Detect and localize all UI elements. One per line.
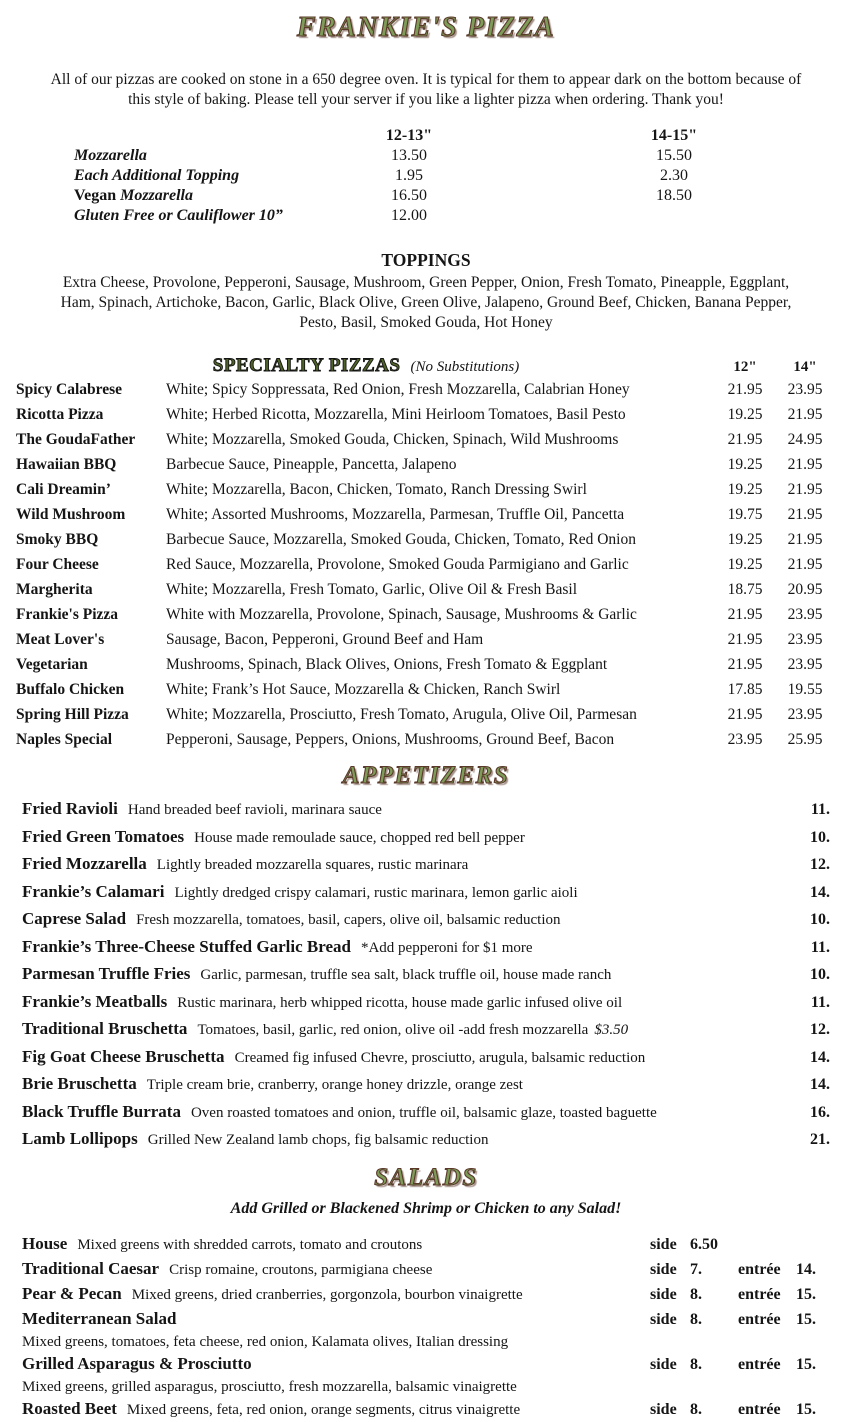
specialty-pizza-row: [16, 577, 836, 602]
salad-name: Traditional Caesar: [22, 1258, 160, 1278]
specialty-pizza-name: Meat Lover's: [16, 631, 105, 648]
salads-heading: SALADS: [374, 1163, 478, 1191]
appetizer-name: Fried Mozzarella: [22, 854, 147, 873]
salad-row: [22, 1397, 830, 1422]
base-pizza-row: [74, 206, 836, 226]
specialty-pizza-row: [16, 727, 836, 752]
base-pizza-label: [74, 186, 334, 206]
specialty-pizza-row: [16, 527, 836, 552]
appetizer-price: 10.: [810, 966, 830, 983]
appetizer-description: Tomatoes, basil, garlic, red onion, olive oil -add fresh mozzarella: [197, 1022, 589, 1038]
appetizer-name: Lamb Lollipops: [22, 1129, 138, 1148]
intro-text: All of our pizzas are cooked on stone in a 650 degree oven. It is typical for them to appear dark on the bottom because of this style of baking. Please tell your server if you like a lighter pizza when ordering. Thank you!: [50, 71, 802, 108]
appetizer-price: 10.: [810, 828, 830, 846]
salad-side-price: 6.50: [690, 1235, 718, 1253]
appetizer-note: $3.50: [594, 1022, 629, 1038]
salad-entree-label: entrée: [738, 1260, 781, 1278]
salad-entree-price: 14.: [796, 1260, 816, 1278]
base-pizza-gap: [484, 146, 599, 166]
base-pizza-gap: [484, 166, 599, 186]
base-pizza-row: [74, 186, 836, 206]
base-pizza-label: [74, 206, 334, 226]
salad-entree-label: entrée: [738, 1400, 781, 1418]
specialty-pizza-row: [16, 552, 836, 577]
base-pizza-header-row: [74, 126, 836, 146]
specialty-pizza-name: The GoudaFather: [16, 431, 136, 448]
appetizer-price: 10.: [810, 911, 830, 928]
salad-description: Mixed greens, grilled asparagus, prosciutto, fresh mozzarella, balsamic vinaigrette: [22, 1378, 517, 1395]
specialty-header-row: [16, 355, 836, 377]
salad-entree-price: 15.: [796, 1285, 816, 1303]
appetizer-row: [22, 989, 830, 1017]
specialty-pizza-name: Four Cheese: [16, 556, 99, 573]
base-pizza-price-large: 18.50: [656, 187, 692, 204]
salad-price-columns: [650, 1283, 830, 1307]
appetizer-name: Frankie’s Three-Cheese Stuffed Garlic Bread: [22, 936, 351, 956]
base-pizza-price-small: 1.95: [395, 167, 423, 184]
specialty-pizza-row: [16, 477, 836, 502]
appetizer-row: [22, 1126, 830, 1154]
specialty-pizza-row: [16, 677, 836, 702]
specialty-pizza-description: White; Assorted Mushrooms, Mozzarella, Parmesan, Truffle Oil, Pancetta: [166, 506, 625, 523]
salad-side-price: 8.: [690, 1400, 702, 1418]
salad-row: [22, 1282, 830, 1307]
salad-side-label: side: [650, 1235, 677, 1253]
salad-main-line: [22, 1352, 830, 1377]
salad-main-line: [22, 1282, 830, 1307]
salad-entree-price: 15.: [796, 1310, 816, 1328]
specialty-pizza-name: Ricotta Pizza: [16, 406, 104, 423]
salad-row: [22, 1307, 830, 1352]
appetizer-description: Lightly breaded mozzarella squares, rustic marinara: [156, 857, 469, 873]
salad-side-price: 7.: [690, 1260, 702, 1278]
salad-side-price: 8.: [690, 1285, 702, 1303]
salad-description: Mixed greens with shredded carrots, tomato and croutons: [77, 1236, 423, 1253]
appetizer-row: [22, 961, 830, 989]
specialty-pizza-price-14: 23.95: [787, 381, 823, 398]
base-pizza-label-text: Gluten Free or Cauliflower 10”: [74, 207, 283, 224]
appetizer-description: Rustic marinara, herb whipped ricotta, house made garlic infused olive oil: [177, 994, 623, 1011]
salad-entree-label: entrée: [738, 1355, 781, 1373]
base-pizza-price-large: 2.30: [660, 167, 688, 184]
specialty-pizza-description: Pepperoni, Sausage, Peppers, Onions, Mushrooms, Ground Beef, Bacon: [166, 731, 615, 748]
specialty-pizza-price-14: 21.95: [787, 556, 823, 573]
specialty-pizza-price-12: 23.95: [727, 731, 763, 748]
base-pizza-label-text: Mozzarella: [120, 187, 193, 204]
appetizers-list: [16, 796, 836, 1154]
base-pizza-row: [74, 166, 836, 186]
appetizer-row: [22, 906, 830, 934]
specialty-pizza-row: [16, 702, 836, 727]
specialty-pizza-price-14: 21.95: [787, 406, 823, 423]
appetizer-row: [22, 879, 830, 907]
base-pizza-label-prefix: Vegan: [74, 187, 121, 204]
specialty-pizza-price-14: 21.95: [787, 531, 823, 548]
appetizer-name: Fried Green Tomatoes: [22, 826, 185, 846]
salad-side-label: side: [650, 1355, 677, 1373]
specialty-pizza-row: [16, 402, 836, 427]
specialty-pizza-description: White; Herbed Ricotta, Mozzarella, Mini Heirloom Tomatoes, Basil Pesto: [166, 406, 626, 423]
salad-price-columns: [650, 1233, 830, 1257]
specialty-pizza-price-12: 17.85: [727, 681, 763, 698]
specialty-pizza-name: Frankie's Pizza: [16, 606, 119, 623]
salad-side-label: side: [650, 1260, 677, 1278]
base-pizza-gap: [484, 206, 599, 226]
specialty-pizza-price-14: 19.55: [787, 681, 823, 698]
base-pizza-size-col-2: 14-15": [650, 127, 698, 144]
appetizer-row: [22, 1044, 830, 1072]
specialty-pizza-price-14: 21.95: [787, 506, 823, 523]
appetizer-price: 12.: [810, 1021, 830, 1038]
base-pizza-label-text: Each Additional Topping: [74, 167, 240, 184]
appetizer-row: [22, 1099, 830, 1127]
appetizer-description: Oven roasted tomatoes and onion, truffle oil, balsamic glaze, toasted baguette: [190, 1104, 657, 1121]
salad-name: Pear & Pecan: [22, 1283, 122, 1303]
salad-description: Crisp romaine, croutons, parmigiana cheese: [169, 1261, 433, 1278]
appetizer-name: Caprese Salad: [22, 909, 127, 928]
base-pizza-price-table: [74, 126, 836, 226]
specialty-pizza-price-12: 19.25: [727, 531, 763, 548]
appetizer-price: 11.: [810, 938, 830, 956]
specialty-pizza-price-12: 21.95: [727, 706, 763, 723]
specialty-pizza-row: [16, 652, 836, 677]
specialty-pizza-row: [16, 502, 836, 527]
appetizer-row: [22, 851, 830, 879]
appetizer-description: Lightly dredged crispy calamari, rustic marinara, lemon garlic aioli: [174, 884, 578, 901]
appetizer-description: Hand breaded beef ravioli, marinara sauce: [127, 802, 382, 818]
specialty-pizza-name: Naples Special: [16, 731, 113, 748]
appetizer-name: Frankie’s Calamari: [22, 881, 165, 901]
salad-description: Mixed greens, feta, red onion, orange segments, citrus vinaigrette: [126, 1401, 521, 1418]
salad-side-label: side: [650, 1400, 677, 1418]
base-pizza-header-spacer: [74, 126, 334, 146]
salad-name: House: [22, 1233, 68, 1253]
appetizer-name: Fried Ravioli: [22, 799, 118, 818]
specialty-pizza-description: Sausage, Bacon, Pepperoni, Ground Beef and Ham: [166, 631, 484, 648]
base-pizza-price-small: 13.50: [391, 147, 427, 164]
salad-entree-label: entrée: [738, 1310, 781, 1328]
salad-name: Grilled Asparagus & Prosciutto: [22, 1353, 252, 1373]
salad-price-columns: [650, 1353, 830, 1377]
appetizer-description: House made remoulade sauce, chopped red bell pepper: [194, 829, 525, 846]
appetizer-price: 14.: [810, 1048, 830, 1066]
appetizer-name: Traditional Bruschetta: [22, 1019, 188, 1038]
specialty-pizza-row: [16, 602, 836, 627]
specialty-pizza-price-12: 21.95: [727, 606, 763, 623]
specialty-pizza-price-14: 23.95: [787, 706, 823, 723]
appetizer-price: 11.: [810, 801, 830, 818]
appetizer-name: Fig Goat Cheese Bruschetta: [22, 1046, 225, 1066]
salad-row: [22, 1352, 830, 1397]
specialty-pizza-price-14: 23.95: [787, 606, 823, 623]
salad-price-columns: [650, 1398, 830, 1422]
salad-main-line: [22, 1307, 830, 1332]
specialty-pizza-price-12: 21.95: [727, 631, 763, 648]
salad-description: Mixed greens, dried cranberries, gorgonzola, bourbon vinaigrette: [131, 1286, 523, 1303]
specialty-pizza-name: Spring Hill Pizza: [16, 706, 129, 723]
salad-main-line: [22, 1397, 830, 1422]
appetizer-price: 16.: [810, 1103, 830, 1121]
specialty-pizza-name: Buffalo Chicken: [16, 681, 125, 698]
base-pizza-row: [74, 146, 836, 166]
salad-side-price: 8.: [690, 1355, 702, 1373]
specialty-pizza-description: White with Mozzarella, Provolone, Spinach, Sausage, Mushrooms & Garlic: [166, 606, 637, 623]
specialty-pizza-description: White; Frank’s Hot Sauce, Mozzarella & Chicken, Ranch Swirl: [166, 681, 561, 698]
appetizer-row: [22, 824, 830, 852]
specialty-pizza-price-14: 21.95: [787, 481, 823, 498]
specialty-pizza-price-14: 23.95: [787, 631, 823, 648]
specialty-pizza-price-14: 25.95: [787, 731, 823, 748]
appetizer-price: 21.: [810, 1131, 830, 1148]
specialty-pizza-row: [16, 427, 836, 452]
specialty-pizza-list: [16, 377, 836, 752]
salad-row: [22, 1232, 830, 1257]
appetizer-row: [22, 934, 830, 962]
specialty-pizza-price-12: 19.25: [727, 481, 763, 498]
base-pizza-price-small: 16.50: [391, 187, 427, 204]
specialty-pizza-price-14: 23.95: [787, 656, 823, 673]
appetizer-price: 14.: [810, 883, 830, 901]
specialty-pizza-description: Mushrooms, Spinach, Black Olives, Onions, Fresh Tomato & Eggplant: [166, 656, 608, 673]
appetizer-price: 12.: [810, 856, 830, 873]
specialty-pizza-price-12: 19.25: [727, 406, 763, 423]
appetizer-description: Fresh mozzarella, tomatoes, basil, capers, olive oil, balsamic reduction: [136, 912, 561, 928]
base-pizza-gap: [484, 186, 599, 206]
specialty-pizza-description: White; Spicy Soppressata, Red Onion, Fresh Mozzarella, Calabrian Honey: [166, 381, 630, 398]
specialty-pizza-description: White; Mozzarella, Prosciutto, Fresh Tomato, Arugula, Olive Oil, Parmesan: [166, 706, 637, 723]
appetizer-description: Grilled New Zealand lamb chops, fig balsamic reduction: [147, 1132, 489, 1148]
specialty-heading: SPECIALTY PIZZAS: [212, 355, 401, 376]
salads-list: [16, 1232, 836, 1422]
salad-entree-label: entrée: [738, 1285, 781, 1303]
appetizer-name: Brie Bruschetta: [22, 1074, 137, 1093]
toppings-heading: TOPPINGS: [381, 250, 471, 270]
salad-entree-price: 15.: [796, 1400, 816, 1418]
specialty-pizza-description: White; Mozzarella, Smoked Gouda, Chicken, Spinach, Wild Mushrooms: [166, 431, 619, 448]
appetizer-description: Triple cream brie, cranberry, orange honey drizzle, orange zest: [146, 1077, 523, 1093]
appetizer-description: Creamed fig infused Chevre, prosciutto, arugula, balsamic reduction: [234, 1049, 646, 1066]
salad-name: Roasted Beet: [22, 1398, 117, 1418]
specialty-size-col-1: 12": [733, 359, 757, 375]
appetizer-name: Parmesan Truffle Fries: [22, 964, 191, 983]
specialty-pizza-row: [16, 452, 836, 477]
specialty-pizza-name: Margherita: [16, 581, 93, 598]
specialty-pizza-price-12: 18.75: [727, 581, 763, 598]
base-pizza-price-large: 15.50: [656, 147, 692, 164]
appetizer-description: *Add pepperoni for $1 more: [360, 939, 533, 956]
appetizer-price: 14.: [810, 1076, 830, 1093]
salad-main-line: [22, 1232, 830, 1257]
specialty-pizza-price-12: 19.25: [727, 456, 763, 473]
base-pizza-price-large: [599, 206, 749, 226]
base-pizza-gap: [484, 126, 599, 146]
page-title: FRANKIE'S PIZZA: [296, 12, 556, 43]
salad-price-columns: [650, 1308, 830, 1332]
salad-main-line: [22, 1257, 830, 1282]
specialty-pizza-name: Spicy Calabrese: [16, 381, 123, 398]
salad-side-label: side: [650, 1310, 677, 1328]
specialty-pizza-name: Wild Mushroom: [16, 506, 126, 523]
appetizer-row: [22, 796, 830, 824]
appetizer-row: [22, 1016, 830, 1044]
specialty-heading-wrap: [16, 355, 716, 377]
specialty-pizza-price-14: 21.95: [787, 456, 823, 473]
salads-subtitle: Add Grilled or Blackened Shrimp or Chicken to any Salad!: [230, 1199, 622, 1217]
base-pizza-label: [74, 146, 334, 166]
specialty-pizza-price-12: 19.25: [727, 556, 763, 573]
appetizer-row: [22, 1071, 830, 1099]
base-pizza-size-col-1: 12-13": [385, 127, 433, 144]
appetizers-heading: APPETIZERS: [342, 762, 510, 789]
base-pizza-price-small: 12.00: [391, 207, 427, 224]
specialty-pizza-price-12: 21.95: [727, 656, 763, 673]
toppings-list: Extra Cheese, Provolone, Pepperoni, Sausage, Mushroom, Green Pepper, Onion, Fresh Tomato, Pineapple, Eggplant, Ham, Spinach, Artichoke, Bacon, Garlic, Black Olive, Green Olive, Jalapeno, Ground Beef, Chicken, Banana Pepper, Pesto, Basil, Smoked Gouda, Hot Honey: [60, 274, 792, 331]
specialty-pizza-price-14: 20.95: [787, 581, 823, 598]
salad-name: Mediterranean Salad: [22, 1308, 177, 1328]
specialty-pizza-row: [16, 377, 836, 402]
specialty-pizza-description: Red Sauce, Mozzarella, Provolone, Smoked Gouda Parmigiano and Garlic: [166, 556, 629, 573]
specialty-pizza-name: Vegetarian: [16, 656, 88, 673]
specialty-pizza-price-14: 24.95: [787, 431, 823, 448]
specialty-pizza-price-12: 21.95: [727, 431, 763, 448]
specialty-pizza-price-12: 19.75: [727, 506, 763, 523]
specialty-pizza-description: Barbecue Sauce, Pineapple, Pancetta, Jalapeno: [166, 456, 457, 473]
salad-side-price: 8.: [690, 1310, 702, 1328]
specialty-pizza-row: [16, 627, 836, 652]
base-pizza-label-text: Mozzarella: [74, 147, 147, 164]
specialty-pizza-name: Smoky BBQ: [16, 531, 99, 548]
salad-entree-price: 15.: [796, 1355, 816, 1373]
specialty-pizza-description: White; Mozzarella, Bacon, Chicken, Tomato, Ranch Dressing Swirl: [166, 481, 587, 498]
specialty-subheading: (No Substitutions): [410, 359, 520, 375]
salad-side-label: side: [650, 1285, 677, 1303]
appetizer-name: Frankie’s Meatballs: [22, 991, 168, 1011]
base-pizza-label: [74, 166, 334, 186]
appetizer-price: 11.: [810, 993, 830, 1011]
salad-description: Mixed greens, tomatoes, feta cheese, red onion, Kalamata olives, Italian dressing: [22, 1333, 509, 1350]
salad-row: [22, 1257, 830, 1282]
appetizer-name: Black Truffle Burrata: [22, 1101, 181, 1121]
appetizer-description: Garlic, parmesan, truffle sea salt, black truffle oil, house made ranch: [200, 967, 612, 983]
specialty-size-col-2: 14": [793, 359, 817, 375]
specialty-pizza-name: Cali Dreamin’: [16, 481, 111, 498]
salad-price-columns: [650, 1258, 830, 1282]
specialty-pizza-price-12: 21.95: [727, 381, 763, 398]
specialty-pizza-description: White; Mozzarella, Fresh Tomato, Garlic, Olive Oil & Fresh Basil: [166, 581, 578, 598]
base-pizza-rows: [74, 146, 836, 226]
specialty-pizza-description: Barbecue Sauce, Mozzarella, Smoked Gouda, Chicken, Tomato, Red Onion: [166, 531, 636, 548]
specialty-pizza-name: Hawaiian BBQ: [16, 456, 117, 473]
